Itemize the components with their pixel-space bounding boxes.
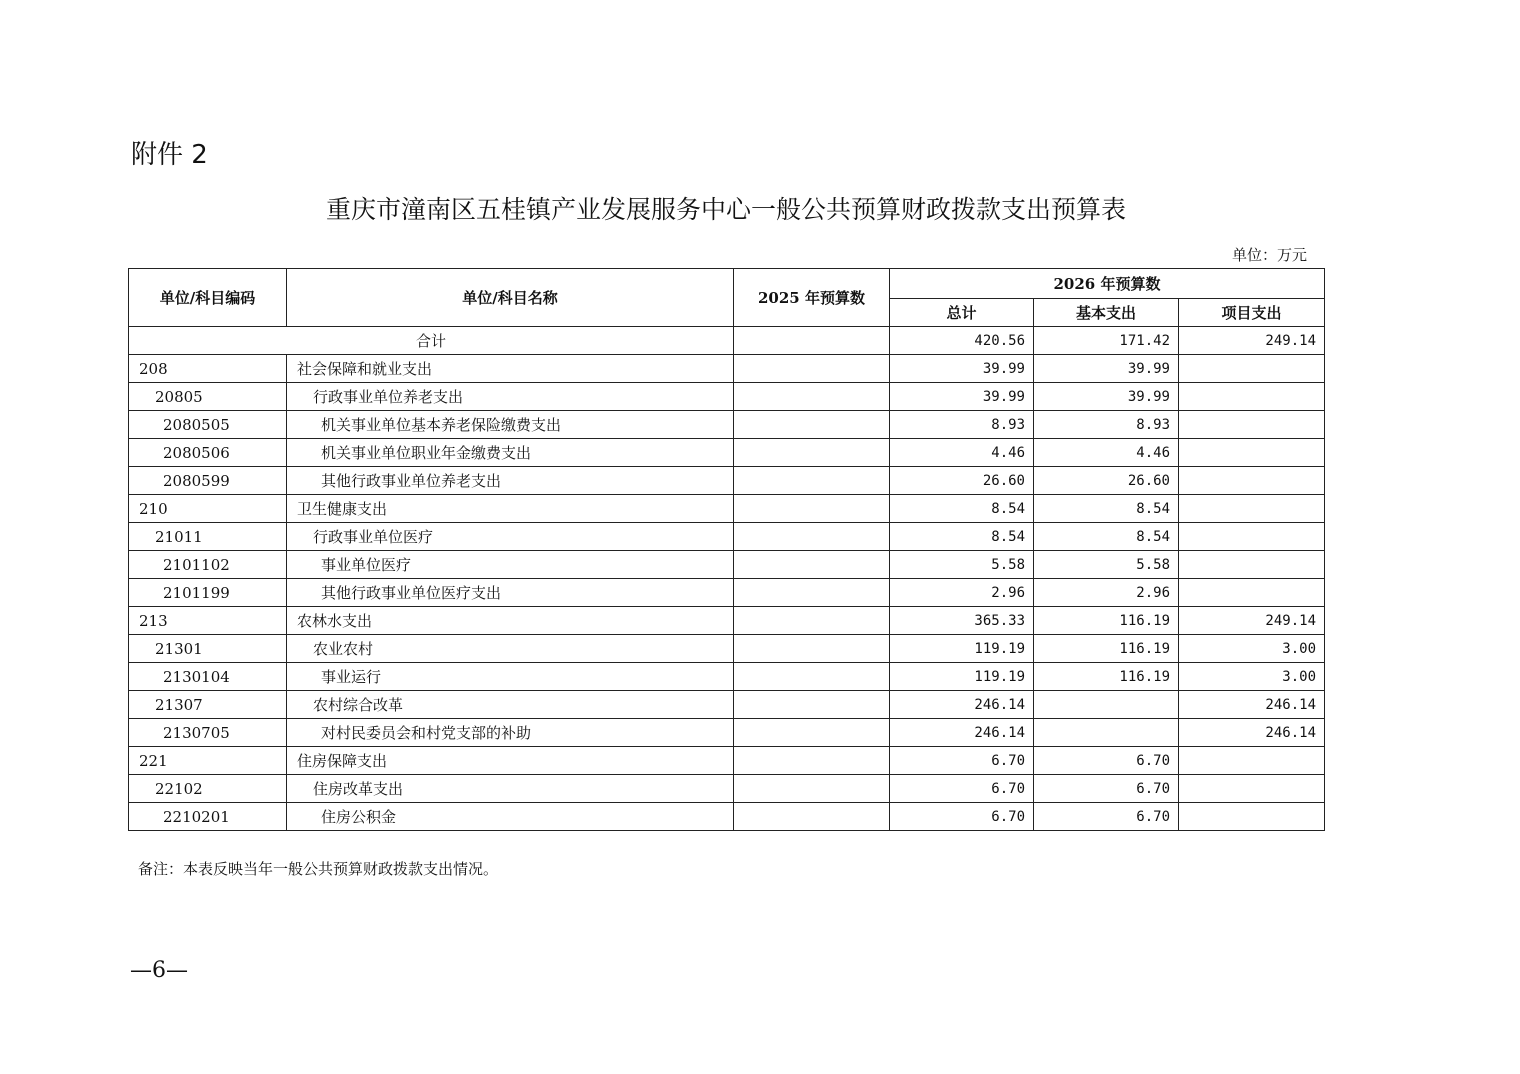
row-2025 xyxy=(734,607,890,635)
row-name: 农村综合改革 xyxy=(287,691,734,719)
row-2025 xyxy=(734,579,890,607)
row-project: 246.14 xyxy=(1179,719,1325,747)
total-label: 合计 xyxy=(129,327,734,355)
row-code: 21307 xyxy=(129,691,287,719)
table-row xyxy=(129,747,1325,775)
row-total: 8.54 xyxy=(890,523,1034,551)
total-project: 249.14 xyxy=(1179,327,1325,355)
unit-label: 单位：万元 xyxy=(1232,246,1308,264)
row-name: 事业运行 xyxy=(287,663,734,691)
row-total: 6.70 xyxy=(890,775,1034,803)
row-name: 其他行政事业单位养老支出 xyxy=(287,467,734,495)
row-project xyxy=(1179,579,1325,607)
table-row xyxy=(129,803,1325,831)
row-code: 2130104 xyxy=(129,663,287,691)
row-total: 26.60 xyxy=(890,467,1034,495)
table-row xyxy=(129,411,1325,439)
table-row xyxy=(129,663,1325,691)
row-name: 社会保障和就业支出 xyxy=(287,355,734,383)
row-project xyxy=(1179,747,1325,775)
row-basic: 5.58 xyxy=(1034,551,1179,579)
row-total: 8.93 xyxy=(890,411,1034,439)
row-name: 行政事业单位医疗 xyxy=(287,523,734,551)
row-basic: 39.99 xyxy=(1034,383,1179,411)
table-row xyxy=(129,635,1325,663)
header-name: 单位/科目名称 xyxy=(287,269,734,327)
row-code: 2101199 xyxy=(129,579,287,607)
table-row xyxy=(129,579,1325,607)
row-total: 39.99 xyxy=(890,383,1034,411)
row-2025 xyxy=(734,551,890,579)
row-name: 农业农村 xyxy=(287,635,734,663)
row-code: 20805 xyxy=(129,383,287,411)
header-code: 单位/科目编码 xyxy=(129,269,287,327)
row-2025 xyxy=(734,411,890,439)
row-2025 xyxy=(734,439,890,467)
row-project xyxy=(1179,495,1325,523)
row-code: 2210201 xyxy=(129,803,287,831)
row-project xyxy=(1179,551,1325,579)
row-code: 221 xyxy=(129,747,287,775)
row-project: 246.14 xyxy=(1179,691,1325,719)
row-code: 22102 xyxy=(129,775,287,803)
row-basic: 26.60 xyxy=(1034,467,1179,495)
row-2025 xyxy=(734,803,890,831)
row-2025 xyxy=(734,355,890,383)
row-2025 xyxy=(734,691,890,719)
row-2025 xyxy=(734,663,890,691)
row-code: 213 xyxy=(129,607,287,635)
budget-table xyxy=(128,268,1325,831)
row-total: 119.19 xyxy=(890,635,1034,663)
header-total: 总计 xyxy=(890,299,1034,327)
row-code: 21011 xyxy=(129,523,287,551)
row-2025 xyxy=(734,467,890,495)
header-project: 项目支出 xyxy=(1179,299,1325,327)
table-row xyxy=(129,355,1325,383)
row-project xyxy=(1179,523,1325,551)
table-row xyxy=(129,495,1325,523)
row-project: 3.00 xyxy=(1179,663,1325,691)
row-project xyxy=(1179,355,1325,383)
row-project xyxy=(1179,383,1325,411)
header-2026: 2026 年预算数 xyxy=(890,269,1325,299)
row-name: 农林水支出 xyxy=(287,607,734,635)
row-project xyxy=(1179,467,1325,495)
total-total: 420.56 xyxy=(890,327,1034,355)
row-code: 210 xyxy=(129,495,287,523)
row-project xyxy=(1179,411,1325,439)
row-code: 2101102 xyxy=(129,551,287,579)
row-basic: 116.19 xyxy=(1034,663,1179,691)
row-basic: 8.54 xyxy=(1034,495,1179,523)
annex-label: 附件 2 xyxy=(131,140,208,170)
row-name: 其他行政事业单位医疗支出 xyxy=(287,579,734,607)
row-name: 住房改革支出 xyxy=(287,775,734,803)
table-row xyxy=(129,551,1325,579)
table-row xyxy=(129,467,1325,495)
row-2025 xyxy=(734,775,890,803)
row-total: 6.70 xyxy=(890,803,1034,831)
total-basic: 171.42 xyxy=(1034,327,1179,355)
row-basic: 116.19 xyxy=(1034,607,1179,635)
page-title: 重庆市潼南区五桂镇产业发展服务中心一般公共预算财政拨款支出预算表 xyxy=(325,195,1126,224)
row-name: 事业单位医疗 xyxy=(287,551,734,579)
row-project xyxy=(1179,775,1325,803)
row-basic: 2.96 xyxy=(1034,579,1179,607)
row-project: 249.14 xyxy=(1179,607,1325,635)
table-row xyxy=(129,439,1325,467)
row-2025 xyxy=(734,495,890,523)
row-code: 2080506 xyxy=(129,439,287,467)
row-total: 246.14 xyxy=(890,691,1034,719)
header-2025: 2025 年预算数 xyxy=(734,269,890,327)
table-note: 备注：本表反映当年一般公共预算财政拨款支出情况。 xyxy=(138,860,499,878)
total-row xyxy=(129,327,1325,355)
row-name: 卫生健康支出 xyxy=(287,495,734,523)
row-name: 机关事业单位基本养老保险缴费支出 xyxy=(287,411,734,439)
table-row xyxy=(129,719,1325,747)
row-code: 2080505 xyxy=(129,411,287,439)
row-basic xyxy=(1034,719,1179,747)
row-basic xyxy=(1034,691,1179,719)
row-project xyxy=(1179,439,1325,467)
row-total: 2.96 xyxy=(890,579,1034,607)
row-basic: 6.70 xyxy=(1034,747,1179,775)
row-project xyxy=(1179,803,1325,831)
row-code: 2080599 xyxy=(129,467,287,495)
row-total: 5.58 xyxy=(890,551,1034,579)
table-row xyxy=(129,607,1325,635)
row-2025 xyxy=(734,383,890,411)
row-total: 246.14 xyxy=(890,719,1034,747)
row-project: 3.00 xyxy=(1179,635,1325,663)
table-row xyxy=(129,775,1325,803)
row-code: 2130705 xyxy=(129,719,287,747)
row-2025 xyxy=(734,523,890,551)
row-name: 住房保障支出 xyxy=(287,747,734,775)
row-basic: 6.70 xyxy=(1034,775,1179,803)
row-basic: 116.19 xyxy=(1034,635,1179,663)
table-row xyxy=(129,383,1325,411)
table-row xyxy=(129,691,1325,719)
row-basic: 39.99 xyxy=(1034,355,1179,383)
row-basic: 8.54 xyxy=(1034,523,1179,551)
row-name: 行政事业单位养老支出 xyxy=(287,383,734,411)
row-total: 39.99 xyxy=(890,355,1034,383)
row-total: 365.33 xyxy=(890,607,1034,635)
row-basic: 4.46 xyxy=(1034,439,1179,467)
header-basic: 基本支出 xyxy=(1034,299,1179,327)
row-total: 119.19 xyxy=(890,663,1034,691)
row-total: 8.54 xyxy=(890,495,1034,523)
table-row xyxy=(129,523,1325,551)
row-basic: 6.70 xyxy=(1034,803,1179,831)
row-2025 xyxy=(734,747,890,775)
row-total: 6.70 xyxy=(890,747,1034,775)
page-number: —6— xyxy=(130,958,188,983)
row-2025 xyxy=(734,719,890,747)
row-name: 住房公积金 xyxy=(287,803,734,831)
total-2025 xyxy=(734,327,890,355)
row-basic: 8.93 xyxy=(1034,411,1179,439)
row-code: 21301 xyxy=(129,635,287,663)
row-name: 机关事业单位职业年金缴费支出 xyxy=(287,439,734,467)
row-2025 xyxy=(734,635,890,663)
row-name: 对村民委员会和村党支部的补助 xyxy=(287,719,734,747)
row-total: 4.46 xyxy=(890,439,1034,467)
row-code: 208 xyxy=(129,355,287,383)
